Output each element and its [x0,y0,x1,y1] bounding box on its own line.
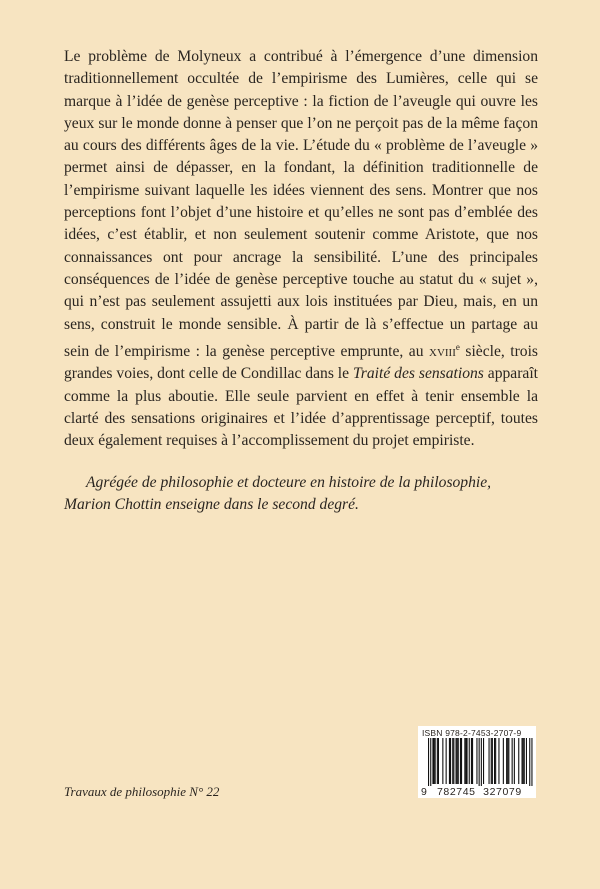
barcode-bar [526,738,527,784]
series-name: Travaux de philosophie [64,784,187,799]
barcode-digits [421,786,535,798]
barcode-bar [498,738,499,784]
barcode-bar [481,738,482,788]
barcode-bar [491,738,492,784]
barcode-right-group: 327079 [483,786,522,798]
blurb-continuation: siècle, trois grandes voies, dont celle de Condillac dans le [64,343,538,383]
blurb-paragraph [64,46,538,453]
barcode-bar [471,738,472,784]
barcode-bar [428,738,429,788]
barcode-image [418,738,536,788]
work-title: Traité des sensations [353,365,484,383]
barcode-bar [489,738,490,784]
barcode-bar [446,738,447,784]
barcode-bar [524,738,525,784]
barcode-bar [458,738,459,784]
barcode-bar [461,738,462,784]
barcode-bar [469,738,470,784]
blurb-main: Le problème de Molyneux a contribué à l’émergence d’une dimension traditionnellement occultée de l’empirisme des Lumières, celle qui se marque à l’idée de genèse perceptive : la fiction de l’aveugle qui ouvre les yeux sur le monde donne à penser que l’on ne perçoit pas de la même façon au cours des différents âges de la vie. L’étude du « problème de l’aveugle » permet ainsi de dépasser, en la fondant, la définition traditionnelle de l’empirisme suivant laquelle les idées viennent des sens. Montrer que nos perceptions font l’objet d’une histoire et qu’elles ne sont pas d’emblée des idées, c’est établir, et non seulement soutenir comme Aristote, que nos connaissances ont pour ancrage la sensibilité. L’une des principales conséquences de l’idée de genèse perceptive touche au statut du « sujet », qui n’est pas seulement assujetti aux lois instituées par Dieu, mais, en un sens, construit le monde sensible. À partir de là s’effectue un partage au sein de l’empirisme : la genèse perceptive emprunte, au [64,48,538,361]
barcode-bar [483,738,484,784]
barcode-bar [467,738,468,784]
barcode-bar [432,738,433,784]
barcode-bar [531,738,532,788]
series-number: N° 22 [189,784,220,799]
barcode-bar [503,738,504,784]
barcode-bar [438,738,439,784]
barcode-bar [456,738,457,784]
author-bio [64,472,538,517]
barcode-bar [460,738,461,784]
century-numeral: xviii [429,343,456,361]
barcode-block [418,726,536,798]
barcode-bar [457,738,458,784]
barcode-left-group: 782745 [436,786,476,798]
barcode-bar [495,738,496,784]
isbn-label: ISBN 978-2-7453-2707-9 [422,728,522,738]
barcode-bar [492,738,493,784]
barcode-bar [523,738,524,784]
barcode-first-digit: 9 [421,786,428,798]
barcode-bar [434,738,435,784]
barcode-bar [476,738,477,784]
barcode-bar [494,738,495,784]
barcode-bar [514,738,515,784]
barcode-bar [465,738,466,784]
barcode-bar [442,738,443,784]
blurb-text [64,46,538,453]
century-suffix: e [455,341,460,352]
barcode-bar [472,738,473,784]
barcode-bar [464,738,465,784]
barcode-bar [452,738,453,784]
barcode-bar [529,738,530,788]
barcode-bar [479,738,480,788]
barcode-bar [435,738,436,784]
barcode-bar [508,738,509,784]
barcode-bar [518,738,519,784]
barcode-bar [507,738,508,784]
series-label [64,784,219,800]
barcode-bar [453,738,454,784]
blurb-ending: apparaît comme la plus aboutie. Elle seule parvient en effet à tenir ensemble la clarté des sensations originaires et l’idée d’apprentissage perceptif, toutes deux également requises à l’accomplissement du projet empiriste. [64,365,539,450]
barcode-bar [512,738,513,784]
barcode-bar [450,738,451,784]
barcode-bar [430,738,431,788]
barcode-bar [437,738,438,784]
barcode-bar [522,738,523,784]
barcode-bar [449,738,450,784]
barcode-bar [506,738,507,784]
author-bio-text: Agrégée de philosophie et docteure en histoire de la philosophie, Marion Chottin enseigne dans le second degré. [64,474,492,514]
